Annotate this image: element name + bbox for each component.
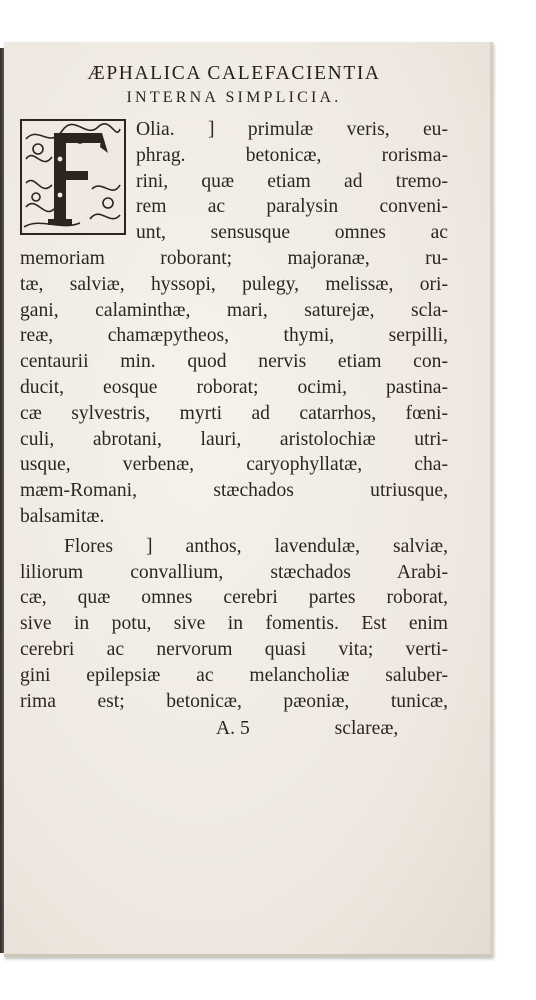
paragraph-1: [20, 117, 448, 530]
paragraph-2: [20, 534, 448, 715]
text-line: rini, quæ etiam ad tremo-: [136, 170, 448, 192]
text-line: ducit, eosque roborat; ocimi, pastina-: [20, 376, 448, 398]
text-line: cæ sylvestris, myrti ad catarrhos, fœni-: [20, 402, 448, 424]
text-line: balsamitæ.: [20, 505, 105, 527]
text-line: tæ, salviæ, hyssopi, pulegy, melissæ, ori-: [20, 273, 448, 295]
signature-mark: A. 5: [216, 718, 250, 740]
text-line: Olia. ] primulæ veris, eu-: [136, 119, 448, 140]
text-line: gini epilepsiæ ac melancholiæ saluber-: [20, 664, 448, 686]
text-line: gani, calaminthæ, mari, saturejæ, scla-: [20, 299, 448, 321]
sub-head: INTERNA SIMPLICIA.: [126, 89, 342, 106]
text-line: Flores ] anthos, lavendulæ, salviæ,: [64, 535, 448, 557]
text-line: cæ, quæ omnes cerebri partes roborat,: [20, 587, 448, 609]
running-head: ÆPHALICA CALEFACIENTIA: [87, 63, 381, 84]
text-line: centaurii min. quod nervis etiam con-: [20, 351, 448, 373]
text-block: [20, 62, 448, 740]
catchword: sclareæ,: [334, 718, 399, 740]
text-line: usque, verbenæ, caryophyllatæ, cha-: [20, 454, 448, 476]
text-line: phrag. betonicæ, rorisma-: [136, 144, 448, 166]
book-page: [4, 42, 493, 957]
text-line: culi, abrotani, lauri, aristolochiæ utri-: [20, 428, 448, 450]
text-line: liliorum convallium, stæchados Arabi-: [20, 561, 448, 583]
text-line: mæm-Romani, stæchados utriusque,: [20, 480, 448, 502]
text-line: sive in potu, sive in fomentis. Est enim: [20, 613, 448, 635]
text-line: reæ, chamæpytheos, thymi, serpilli,: [20, 325, 448, 347]
text-line: memoriam roborant; majoranæ, ru-: [20, 247, 448, 269]
text-line: unt, sensusque omnes ac: [136, 222, 448, 244]
text-line: rem ac paralysin conveni-: [136, 196, 448, 218]
page-footer: [20, 718, 448, 740]
text-line: rima est; betonicæ, pæoniæ, tunicæ,: [20, 690, 448, 712]
text-line: cerebri ac nervorum quasi vita; verti-: [20, 638, 448, 660]
decorated-initial-f-icon: [20, 119, 126, 235]
